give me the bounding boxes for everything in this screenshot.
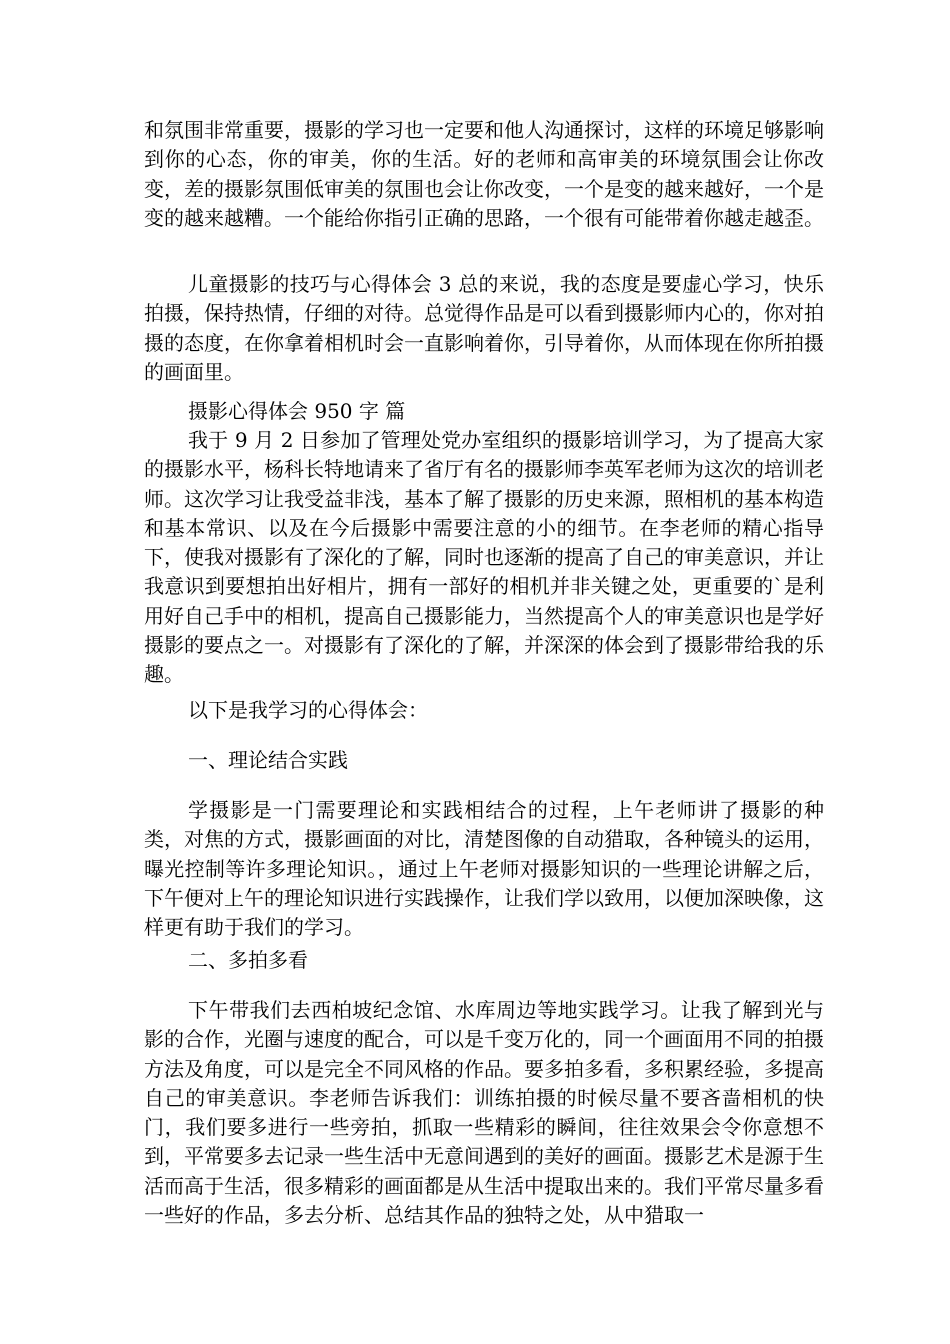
paragraph-shoot-more-look-more: 下午带我们去西柏坡纪念馆、水库周边等地实践学习。让我了解到光与影的合作，光圈与速度的配合，可以是千变万化的，同一个画面用不同的拍摄方法及角度，可以是完全不同风格的作品。要多拍多看，多积累经验，多提高自己的审美意识。李老师告诉我们：训练拍摄的时候尽量不要吝啬相机的快门，我们要多进行一些旁拍，抓取一些精彩的瞬间，往往效果会令你意想不到，平常要多去记录一些生活中无意间遇到的美好的画面。摄影艺术是源于生活而高于生活，很多精彩的画面都是从生活中提取出来的。我们平常尽量多看一些好的作品，多去分析、总结其作品的独特之处，从中猎取一 xyxy=(144,998,824,1228)
heading-theory-practice: 一、理论结合实践 xyxy=(188,748,348,772)
section-heading-950-words: 摄影心得体会 950 字 篇 xyxy=(188,399,406,423)
paragraph-intro-continued: 和氛围非常重要，摄影的学习也一定要和他人沟通探讨，这样的环境足够影响到你的心态，你的审美，你的生活。好的老师和高审美的环境氛围会让你改变，差的摄影氛围低审美的氛围也会让你改变，一个是变的越来越好，一个是变的越来越糟。一个能给你指引正确的思路，一个很有可能带着你越走越歪。 xyxy=(144,118,824,230)
paragraph-following-notes: 以下是我学习的心得体会： xyxy=(188,698,428,722)
paragraph-theory-practice: 学摄影是一门需要理论和实践相结合的过程，上午老师讲了摄影的种类，对焦的方式，摄影画面的对比，清楚图像的自动猎取，各种镜头的运用，曝光控制等许多理论知识。，通过上午老师对摄影知识的一些理论讲解之后，下午便对上午的理论知识进行实践操作，让我们学以致用，以便加深映像，这样更有助于我们的学习。 xyxy=(144,798,824,940)
heading-shoot-more-look-more: 二、多拍多看 xyxy=(188,948,308,972)
paragraph-training-experience: 我于 9 月 2 日参加了管理处党办室组织的摄影培训学习，为了提高大家的摄影水平，杨科长特地请来了省厅有名的摄影师李英军老师为这次的培训老师。这次学习让我受益非浅，基本了解了摄影的历史来源，照相机的基本构造和基本常识、以及在今后摄影中需要注意的小的细节。在李老师的精心指导下，使我对摄影有了深化的了解，同时也逐渐的提高了自己的审美意识，并让我意识到要想拍出好相片，拥有一部好的相机并非关键之处，更重要的`是利用好自己手中的相机，提高自己摄影能力，当然提高个人的审美意识也是学好摄影的要点之一。对摄影有了深化的了解，并深深的体会到了摄影带给我的乐趣。 xyxy=(144,428,824,687)
paragraph-child-photography-summary: 儿童摄影的技巧与心得体会 3 总的来说，我的态度是要虚心学习，快乐拍摄，保持热情，仔细的对待。总觉得作品是可以看到摄影师内心的，你对拍摄的态度，在你拿着相机时会一直影响着你，引导着你，从而体现在你所拍摄的画面里。 xyxy=(144,272,824,384)
